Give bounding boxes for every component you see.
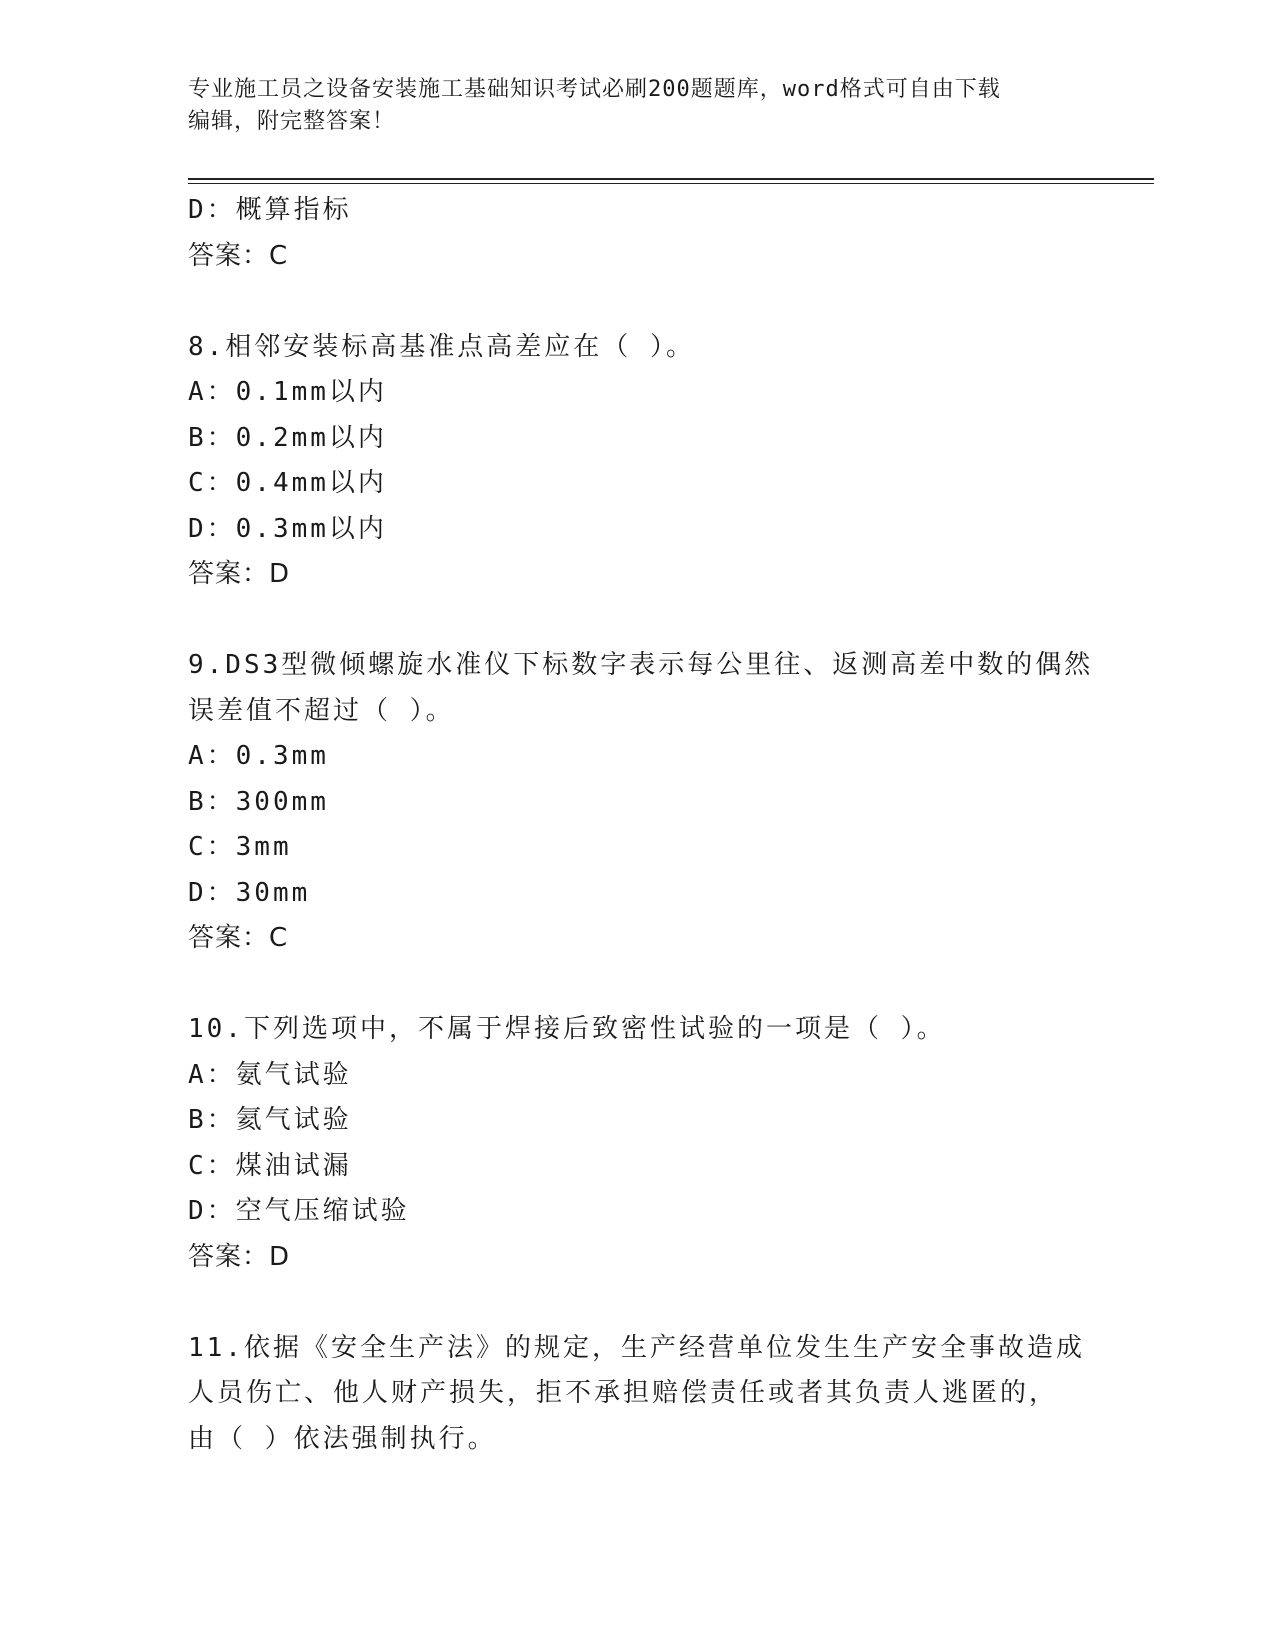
option-b: B：300mm — [188, 786, 329, 817]
option-d: D：空气压缩试验 — [188, 1196, 410, 1226]
document-header — [188, 74, 1088, 138]
option-d: D：30mm — [188, 877, 311, 908]
header-title-line-2: 编辑，附完整答案！ — [188, 109, 396, 134]
option-b: B：氦气试验 — [188, 1105, 352, 1135]
option-c: C：0.4mm以内 — [188, 468, 387, 498]
option-a: A：氨气试验 — [188, 1059, 352, 1090]
prev-answer: 答案：C — [188, 240, 289, 271]
question-stem-line-1: 9.DS3型微倾螺旋水准仪下标数字表示每公里往、返测高差中数的偶然 — [188, 650, 1094, 680]
spacer — [188, 1280, 1088, 1326]
question-stem: 8.相邻安装标高基准点高差应在（ ）。 — [188, 331, 695, 362]
option-a: A：0.1mm以内 — [188, 377, 387, 407]
question-stem-line-2: 误差值不超过（ ）。 — [188, 695, 455, 726]
header-title-line-1: 专业施工员之设备安装施工基础知识考试必刷200题题库，word格式可自由下载 — [188, 77, 1001, 102]
option-c: C：3mm — [188, 832, 292, 862]
question-stem-line-1: 11.依据《安全生产法》的规定，生产经营单位发生生产安全事故造成 — [188, 1332, 1085, 1363]
answer: 答案：C — [188, 923, 289, 953]
spacer — [188, 598, 1088, 644]
question-content — [188, 188, 1094, 1462]
spacer — [188, 962, 1088, 1008]
question-block-11 — [188, 1326, 1088, 1463]
question-block-10 — [188, 1007, 1088, 1280]
question-stem-line-3: 由（ ）依法强制执行。 — [188, 1423, 497, 1454]
question-stem-line-2: 人员伤亡、他人财产损失，拒不承担赔偿责任或者其负责人逃匿的， — [188, 1378, 1059, 1408]
prev-option-d: D：概算指标 — [188, 195, 352, 225]
option-a: A：0.3mm — [188, 741, 329, 771]
spacer — [188, 279, 1088, 325]
answer: 答案：D — [188, 559, 291, 589]
question-block-8 — [188, 325, 1088, 598]
header-divider-thin — [188, 183, 1154, 184]
question-block-9 — [188, 643, 1094, 962]
answer: 答案：D — [188, 1241, 291, 1272]
option-c: C：煤油试漏 — [188, 1150, 352, 1181]
header-divider-thick — [188, 178, 1154, 180]
question-stem: 10.下列选项中，不属于焊接后致密性试验的一项是（ ）。 — [188, 1014, 946, 1044]
option-d: D：0.3mm以内 — [188, 513, 387, 544]
option-b: B：0.2mm以内 — [188, 422, 387, 453]
